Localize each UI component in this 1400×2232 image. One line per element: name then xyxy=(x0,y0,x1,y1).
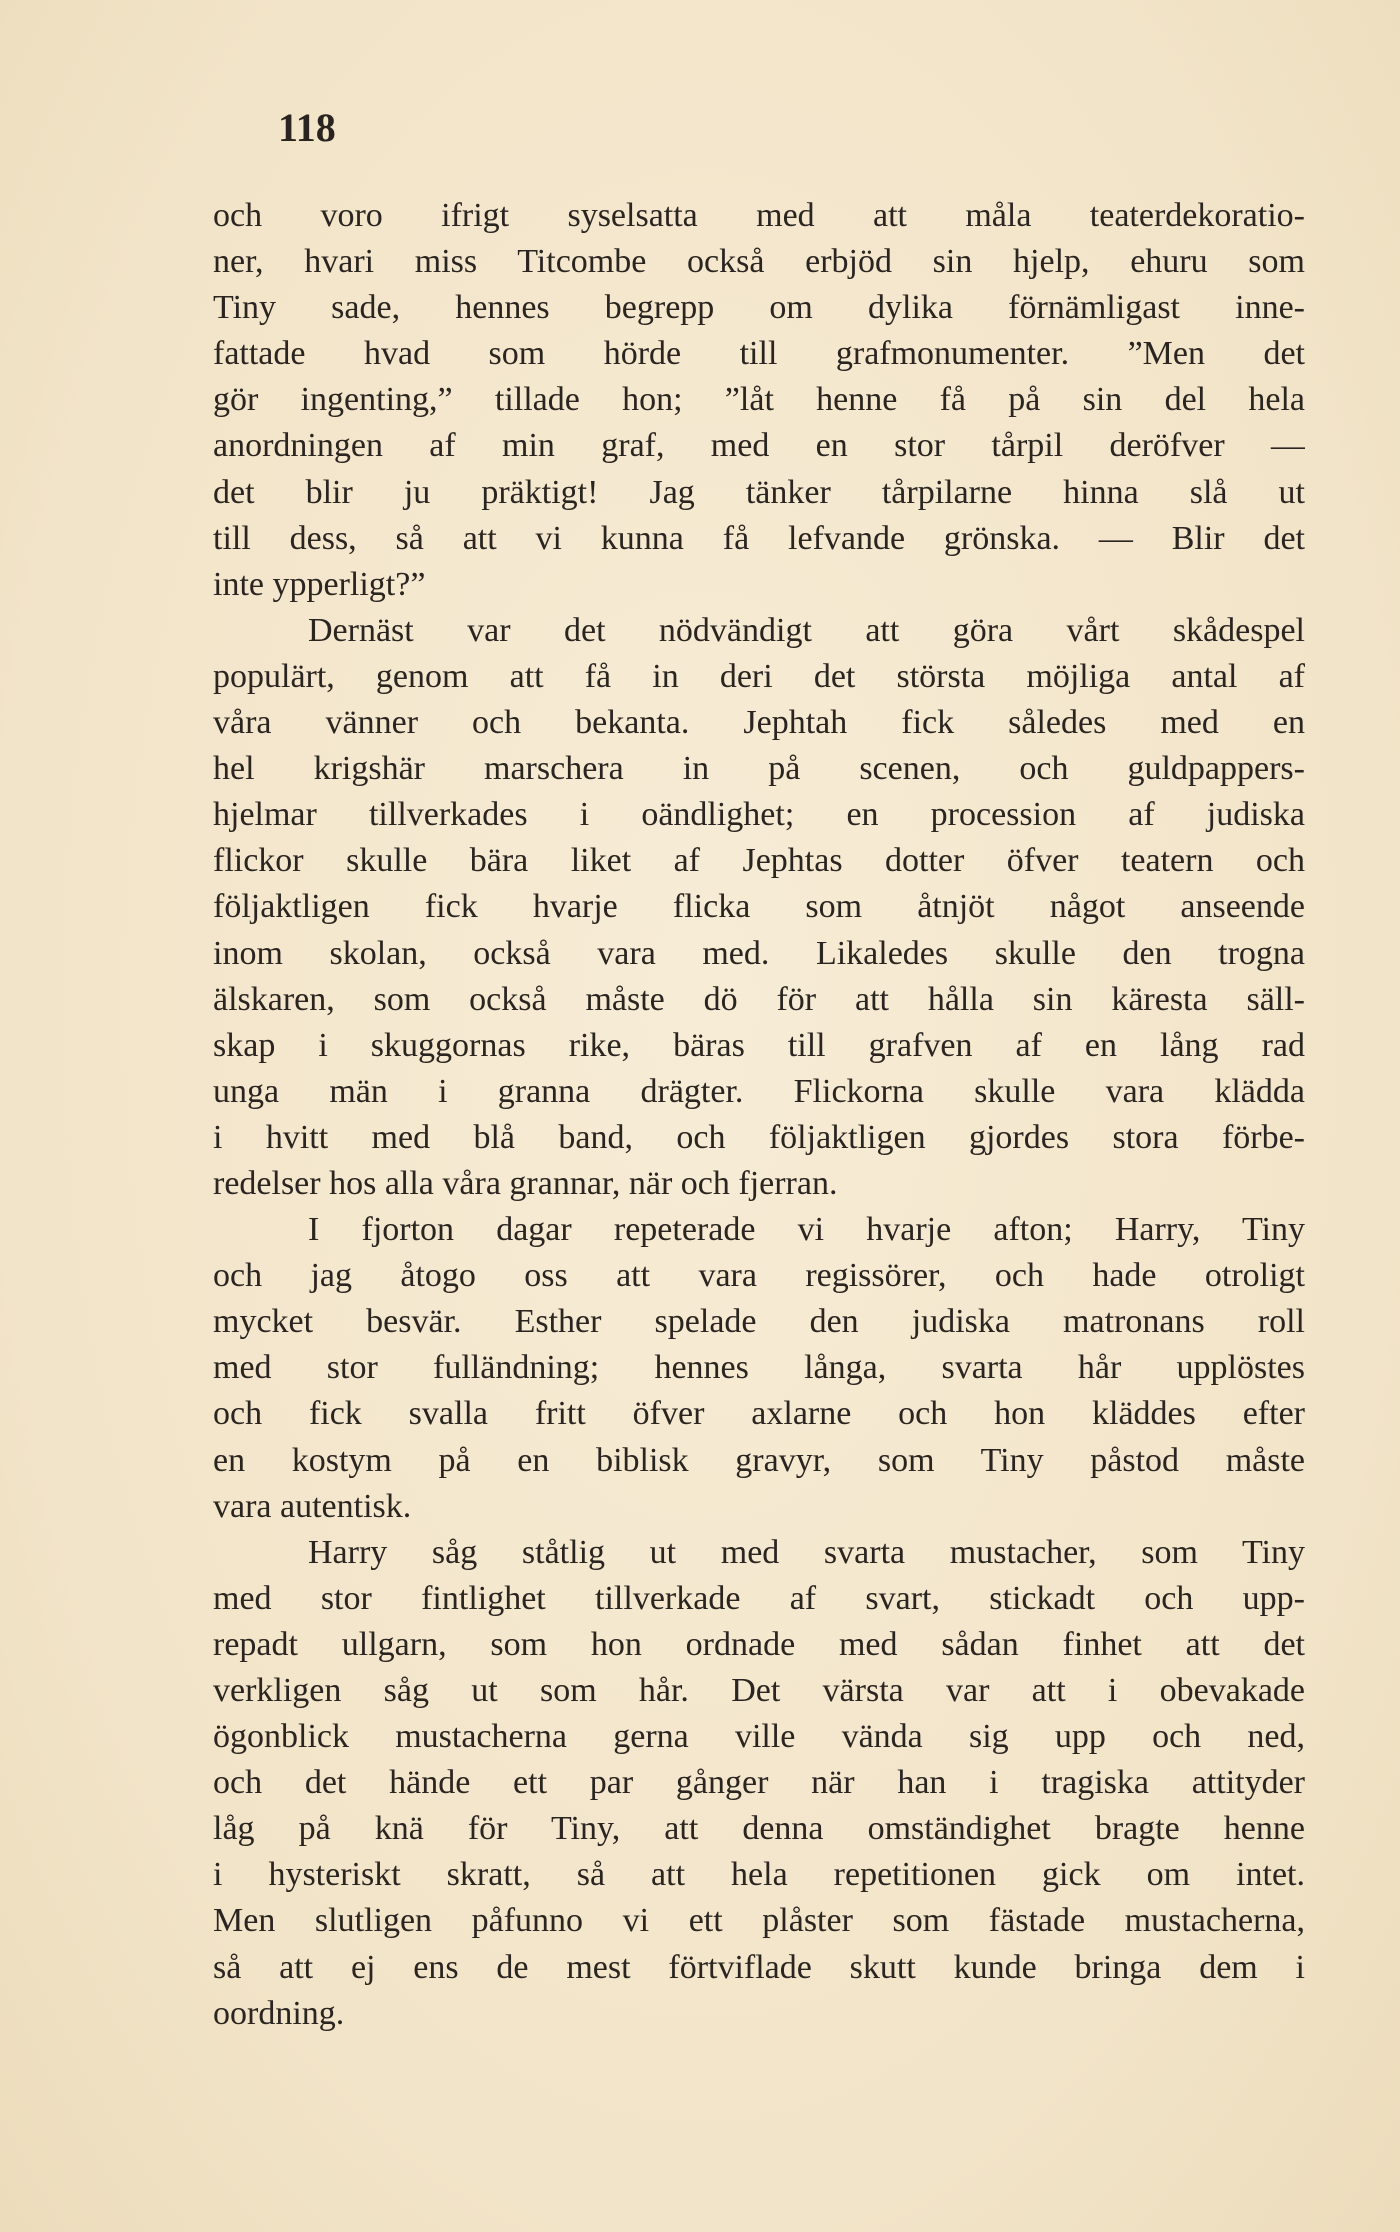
text-line: och voro ifrigt syselsatta med att måla teaterdekoratio- xyxy=(213,197,1305,234)
text-line: Men slutligen påfunno vi ett plåster som fästade mustacherna, xyxy=(213,1902,1305,1940)
text-line: hjelmar tillverkades i oändlighet; en procession af judiska xyxy=(213,796,1305,834)
text-line: mycket besvär. Esther spelade den judiska matronans roll xyxy=(213,1303,1305,1341)
text-line: våra vänner och bekanta. Jephtah fick således med en xyxy=(213,704,1305,742)
text-line: följaktligen fick hvarje flicka som åtnjöt något anseende xyxy=(213,888,1305,926)
text-line: en kostym på en biblisk gravyr, som Tiny påstod måste xyxy=(213,1441,1305,1479)
text-line: till dess, så att vi kunna få lefvande grönska. — Blir det xyxy=(213,519,1305,557)
text-line: Dernäst var det nödvändigt att göra vårt skådespel xyxy=(308,611,1305,649)
text-line: älskaren, som också måste dö för att hålla sin käresta säll- xyxy=(213,980,1305,1018)
text-line: verkligen såg ut som hår. Det värsta var att i obevakade xyxy=(213,1672,1305,1709)
text-line: I fjorton dagar repeterade vi hvarje afton; Harry, Tiny xyxy=(308,1211,1305,1249)
text-line: gör ingenting,” tillade hon; ”låt henne få på sin del hela xyxy=(213,381,1305,419)
text-line: och fick svalla fritt öfver axlarne och hon kläddes efter xyxy=(213,1395,1305,1433)
text-line: det blir ju präktigt! Jag tänker tårpilarne hinna slå ut xyxy=(213,473,1305,511)
text-line: i hysteriskt skratt, så att hela repetitionen gick om intet. xyxy=(213,1856,1305,1894)
text-line: redelser hos alla våra grannar, när och fjerran. xyxy=(213,1164,838,1202)
text-line: så att ej ens de mest förtviflade skutt kunde bringa dem i xyxy=(213,1948,1305,1986)
text-line: skap i skuggornas rike, bäras till grafven af en lång rad xyxy=(213,1026,1305,1064)
text-line: ögonblick mustacherna gerna ville vända sig upp och ned, xyxy=(213,1718,1305,1756)
text-line: oordning. xyxy=(213,1994,345,2032)
text-line: i hvitt med blå band, och följaktligen gjordes stora förbe- xyxy=(213,1118,1305,1156)
text-line: inte ypperligt?” xyxy=(213,565,426,603)
text-line: repadt ullgarn, som hon ordnade med sådan finhet att det xyxy=(213,1625,1305,1663)
text-line: med stor fintlighet tillverkade af svart, stickadt och upp- xyxy=(213,1579,1305,1617)
text-line: populärt, genom att få in deri det största möjliga antal af xyxy=(213,657,1305,695)
text-line: fattade hvad som hörde till grafmonumenter. ”Men det xyxy=(213,335,1305,373)
text-line: inom skolan, också vara med. Likaledes skulle den trogna xyxy=(213,934,1305,972)
text-line: ner, hvari miss Titcombe också erbjöd sin hjelp, ehuru som xyxy=(213,243,1305,281)
text-line: med stor fulländning; hennes långa, svarta hår upplöstes xyxy=(213,1349,1305,1387)
text-line: anordningen af min graf, med en stor tårpil deröfver — xyxy=(213,427,1305,465)
body-text xyxy=(213,193,1305,2037)
text-line: och det hände ett par gånger när han i tragiska attityder xyxy=(213,1764,1305,1802)
text-line: hel krigshär marschera in på scenen, och guldpappers- xyxy=(213,750,1305,788)
text-line: vara autentisk. xyxy=(213,1487,412,1525)
text-line: låg på knä för Tiny, att denna omständighet bragte henne xyxy=(213,1810,1305,1848)
page-number: 118 xyxy=(278,105,336,150)
text-line: och jag åtogo oss att vara regissörer, och hade otroligt xyxy=(213,1257,1305,1295)
text-line: unga män i granna drägter. Flickorna skulle vara klädda xyxy=(213,1072,1305,1110)
text-line: flickor skulle bära liket af Jephtas dotter öfver teatern och xyxy=(213,842,1305,880)
text-line: Harry såg ståtlig ut med svarta mustacher, som Tiny xyxy=(308,1533,1305,1571)
text-line: Tiny sade, hennes begrepp om dylika förnämligast inne- xyxy=(213,289,1305,327)
